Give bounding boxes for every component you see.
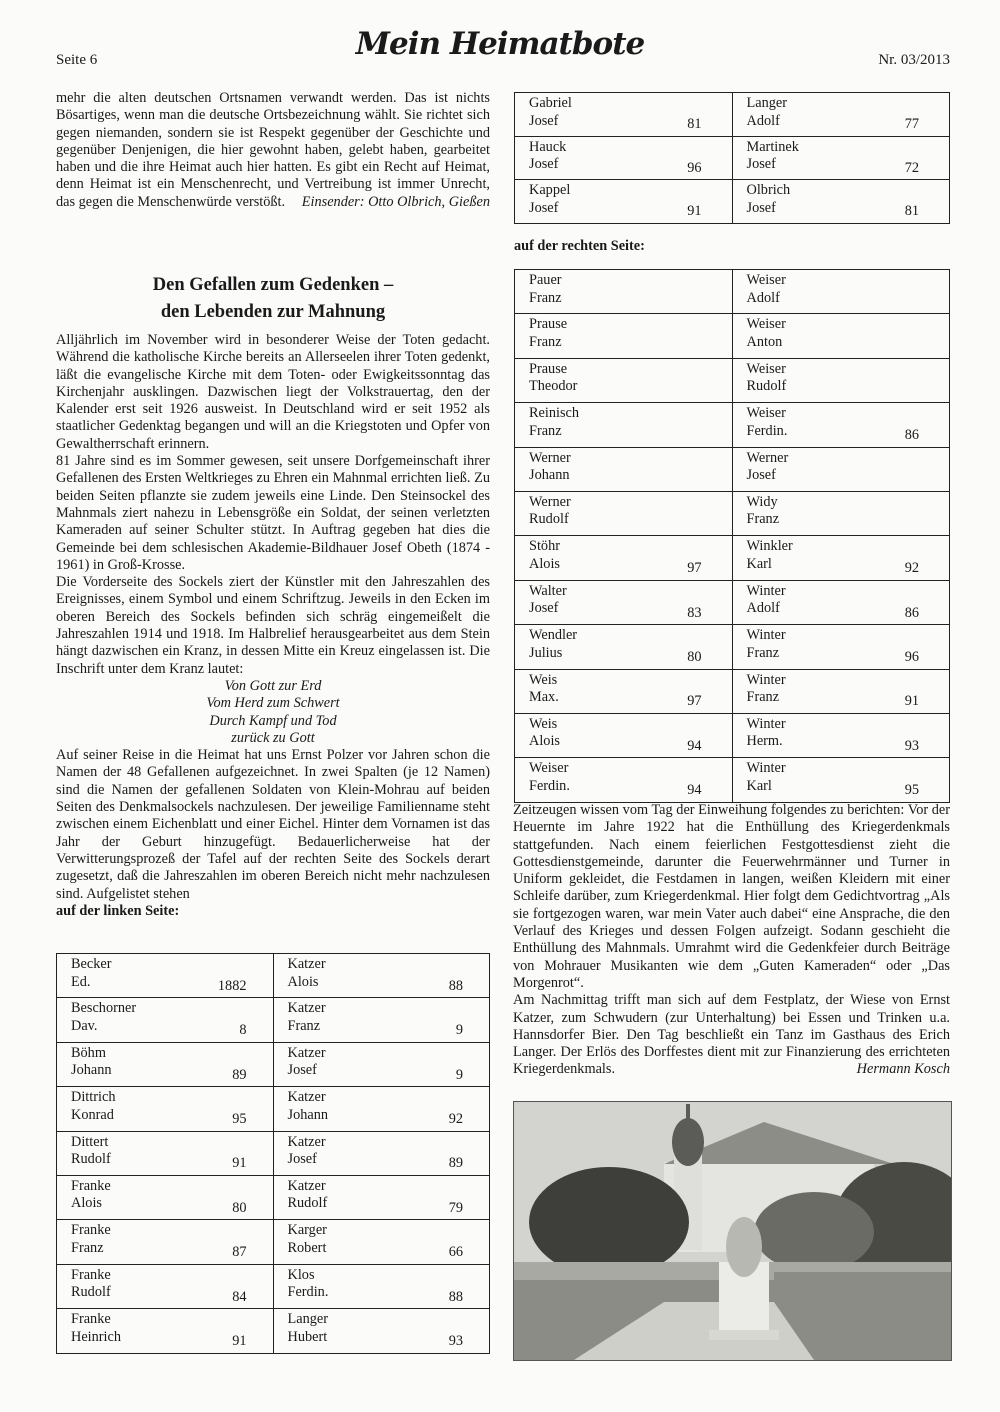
table-row — [515, 136, 950, 180]
table-cell — [515, 136, 733, 180]
birth-year: 94 — [687, 737, 702, 754]
memorial-photo — [513, 1101, 952, 1361]
birth-year: 72 — [904, 159, 919, 176]
soldier-name: Katzer Josef — [287, 1044, 326, 1079]
birth-year: 89 — [448, 1155, 463, 1172]
table-cell — [515, 270, 733, 314]
birth-year: 89 — [232, 1066, 247, 1083]
intro-text: mehr die alten deutschen Ortsnamen verwandt werden. Das ist nichts Bösartiges, wenn man die deutsche Ortsbezeichnung wählt. Sie richtet sich gegen niemanden, sondern sie ist Respekt gegenüber der Geschichte und gegenüber Denjenigen, die hier gewohnt haben, gelebt haben, gearbeitet haben und die ihre Heimat auch hier hatten. Es gibt ein Recht auf Heimat, denn Heimat ist ein Menschenrecht, und Vertreibung ist immer Unrecht, das gegen die Menschenwürde verstößt. — [56, 90, 490, 210]
table-row — [515, 625, 950, 669]
soldier-name: Langer Adolf — [746, 95, 787, 129]
article-paragraph: Zeitzeugen wissen vom Tag der Einweihung folgendes zu berichten: Vor der Heuernte im Jahre 1922 hat die Enthüllung des Kriegerdenkmals stattgefunden. Nach einem feierlichen Festgottesdienst zieht die Gottesdienstgemeinde, darunter die Feuerwehrmänner und Turner in Uniform gekleidet, die Festdamen in langen, weißen Kleidern mit einer Schleife darüber, zum Kriegerdenkmal. Hier folgt dem Gedichtvortrag „Als sie fortgezogen waren, war mein Vater auch dabei“ eine Ansprache, die den Verlauf des Krieges und dessen Folgen aufzeigt. Sodann geschieht die Enthüllung des Mahnmals. Umrahmt wird die Gedenkfeier durch Beiträge von Mohrauer Musikanten wie dem „Guten Kameraden“ oder „Das Morgenrot“. — [513, 802, 950, 991]
birth-year: 91 — [232, 1333, 247, 1350]
poem-line: zurück zu Gott — [231, 729, 315, 746]
inscription-poem — [56, 678, 490, 747]
soldier-name: Weiser Anton — [746, 316, 786, 350]
soldier-name: Langer Hubert — [287, 1311, 328, 1345]
article-paragraph: Auf seiner Reise in die Heimat hat uns Ernst Polzer vor Jahren schon die Namen der 48 Gefallenen aufgezeichnet. In zwei Spalten (je 12 Namen) sind die Namen der gefallenen Soldaten von Klein-Mohrau auf beiden Seiten des Denkmalsockels nachzulesen. Der jeweilige Familienname steht zwischen einem Eichenblatt und einer Eichel. Hinter dem Vornamen ist das Jahr der Geburt hinzugefügt. Bedauerlicherweise hat der Verwitterungsprozeß der Tafel auf der rechten Seite des Sockels derart zugesetzt, daß die Jahreszahlen im oberen Bereich nicht mehr nachzulesen sind. Aufgelistet stehen — [56, 747, 490, 902]
table-cell — [273, 954, 490, 998]
table-cell — [732, 669, 950, 713]
soldier-name: Walter Josef — [529, 582, 567, 617]
soldier-name: Weiser Adolf — [746, 272, 786, 306]
table-row — [515, 447, 950, 491]
birth-year: 9 — [455, 1022, 463, 1039]
table-cell — [57, 998, 274, 1042]
poem-line: Durch Kampf und Tod — [209, 712, 337, 729]
soldier-name: Hauck Josef — [529, 138, 567, 172]
table-row — [57, 1220, 490, 1264]
birth-year: 86 — [904, 427, 919, 444]
soldier-name: Franke Heinrich — [71, 1311, 122, 1345]
soldier-name: Winter Karl — [746, 760, 786, 794]
birth-year: 77 — [904, 116, 919, 132]
soldier-name: Becker Ed. — [71, 956, 112, 990]
table-cell — [732, 93, 950, 137]
table-cell — [732, 314, 950, 358]
article-paragraph — [513, 992, 950, 1078]
table-cell — [273, 1042, 490, 1086]
table-cell — [57, 1131, 274, 1175]
table-cell — [273, 1175, 490, 1219]
table-cell — [732, 136, 950, 180]
poem-line: Vom Herd zum Schwert — [206, 695, 340, 712]
table-cell — [515, 580, 733, 624]
soldier-name: Olbrich Josef — [746, 182, 791, 216]
table-cell — [515, 93, 733, 137]
birth-year: 80 — [687, 649, 702, 666]
article-title — [56, 272, 490, 326]
soldier-name: Werner Josef — [746, 449, 789, 484]
birth-year: 79 — [448, 1199, 463, 1216]
article-right-column — [513, 802, 950, 1079]
birth-year: 83 — [687, 604, 702, 621]
table-cell — [515, 758, 733, 802]
soldier-name: Martinek Josef — [746, 138, 799, 172]
soldier-name: Franke Alois — [71, 1177, 111, 1212]
birth-year: 94 — [687, 782, 702, 799]
table-row — [515, 713, 950, 757]
birth-year: 81 — [687, 116, 702, 132]
table-cell — [273, 1087, 490, 1131]
soldier-name: Weiser Ferdin. — [746, 405, 788, 439]
article-title-line2: den Lebenden zur Mahnung — [160, 302, 386, 322]
closing-text: Am Nachmittag trifft man sich auf dem Festplatz, der Wiese von Ernst Katzer, zum Schwudern (zur Unterhaltung) bei Essen und Trinken u.a. Hannsdorfer Bier. Den Tag beschließt ein Tanz im Gasthaus des Erich Langer. Der Erlös des Dorffestes dient mit zur Finanzierung des errichteten Kriegerdenkmals. — [513, 992, 950, 1078]
soldier-name: Franke Franz — [71, 1222, 111, 1256]
table-row — [515, 270, 950, 314]
soldier-name: Katzer Josef — [287, 1133, 326, 1168]
soldier-name: Katzer Franz — [287, 1000, 326, 1034]
article-left-column — [56, 272, 490, 920]
table-cell — [515, 669, 733, 713]
soldier-name: Winter Adolf — [746, 582, 786, 617]
table-row — [515, 580, 950, 624]
table-cell — [515, 447, 733, 491]
birth-year: 87 — [232, 1244, 247, 1261]
soldier-name: Weiser Rudolf — [746, 360, 787, 395]
table-row — [57, 1175, 490, 1219]
table-cell — [515, 314, 733, 358]
right-side-names-table — [514, 269, 950, 803]
table-cell — [732, 536, 950, 580]
soldier-name: Beschorner Dav. — [71, 1000, 137, 1034]
table-cell — [273, 998, 490, 1042]
soldier-name: Kappel Josef — [529, 182, 571, 216]
table-cell — [732, 403, 950, 447]
table-cell — [57, 1264, 274, 1308]
table-cell — [273, 1131, 490, 1175]
article-paragraph: 81 Jahre sind es im Sommer gewesen, seit unsere Dorfgemeinschaft ihrer Gefallenen des Ersten Weltkrieges zu Ehren ein Mahnmal errichten ließ. Zu beiden Seiten pflanzte sie zudem jeweils eine Linde. Den Steinsockel des Mahnmals ziert nahezu in Lebensgröße ein Soldat, der seinen verletzten Kameraden auf seiner Schulter stützt. In Auftrag gegeben hat dies die Gemeinde bei dem schlesischen Akademie-Bildhauer Josef Obeth (1874 - 1961) in Groß-Krosse. — [56, 453, 490, 573]
table-cell — [732, 625, 950, 669]
table-row — [515, 314, 950, 358]
table-row — [57, 1131, 490, 1175]
birth-year: 97 — [687, 693, 702, 710]
soldier-name: Widy Franz — [746, 493, 780, 528]
table-cell — [515, 491, 733, 535]
article-paragraph: Die Vorderseite des Sockels ziert der Künstler mit den Jahreszahlen des Ereignisses, einem Symbol und einem Schriftzug. Jeweils in den Ecken im oberen Bereich des Sockels befinden sich schräg eingemeißelt die Jahreszahlen 1914 und 1918. Im Halbrelief herausgearbeitet aus dem Stein hängt dazwischen ein Kranz, in dessen Mitte ein Kreuz eingelassen ist. Die Inschrift unter dem Kranz lautet: — [56, 574, 490, 677]
table-row — [515, 758, 950, 802]
birth-year: 97 — [687, 560, 702, 577]
soldier-name: Winkler Karl — [746, 538, 793, 572]
soldier-name: Klos Ferdin. — [287, 1266, 329, 1301]
soldier-name: Wendler Julius — [529, 627, 578, 661]
left-side-names-table — [56, 953, 490, 1354]
right-side-heading: auf der rechten Seite: — [514, 238, 645, 254]
soldier-name: Werner Johann — [529, 449, 571, 484]
masthead-title: Mein Heimatbote — [355, 26, 645, 62]
soldier-name: Böhm Johann — [71, 1044, 112, 1079]
soldier-name: Weis Max. — [529, 671, 559, 706]
soldier-name: Katzer Rudolf — [287, 1177, 328, 1212]
birth-year: 88 — [448, 977, 463, 994]
birth-year: 93 — [448, 1333, 463, 1350]
table-row — [515, 358, 950, 402]
table-cell — [732, 447, 950, 491]
birth-year: 96 — [687, 159, 702, 176]
table-cell — [732, 758, 950, 802]
table-cell — [57, 1042, 274, 1086]
table-cell — [732, 358, 950, 402]
table-cell — [515, 358, 733, 402]
table-cell — [273, 1220, 490, 1264]
birth-year: 81 — [904, 203, 919, 219]
article-paragraph: Alljährlich im November wird in besonderer Weise der Toten gedacht. Während die katholische Kirche bereits an Allerseelen ihrer Toten gedenkt, läßt die evangelische Kirche mit dem Toten- oder Ewigkeitssonntag das Kirchenjahr ausklingen. Dazwischen liegt der Volkstrauertag, den der Kalender erst seit 1926 ausweist. In Deutschland wird er seit 1952 als staatlicher Gedenktag begangen und will an die Kriegstoten und Opfer von Gewaltherrschaft erinnern. — [56, 332, 490, 452]
birth-year: 66 — [448, 1244, 463, 1261]
birth-year: 91 — [687, 203, 702, 219]
soldier-name: Karger Robert — [287, 1222, 327, 1256]
soldier-name: Weis Alois — [529, 715, 560, 750]
birth-year: 93 — [904, 737, 919, 754]
soldier-name: Winter Franz — [746, 627, 786, 661]
table-row — [515, 669, 950, 713]
table-row — [515, 491, 950, 535]
soldier-name: Prause Theodor — [529, 360, 578, 395]
intro-block — [56, 90, 490, 211]
soldier-name: Gabriel Josef — [529, 95, 572, 129]
soldier-name: Franke Rudolf — [71, 1266, 111, 1301]
soldier-name: Dittert Rudolf — [71, 1133, 111, 1168]
continued-names-table — [514, 92, 950, 224]
soldier-name: Winter Franz — [746, 671, 786, 706]
table-row — [57, 1309, 490, 1353]
birth-year: 8 — [239, 1022, 247, 1039]
table-cell — [273, 1309, 490, 1353]
table-cell — [732, 580, 950, 624]
table-cell — [57, 1175, 274, 1219]
soldier-name: Weiser Ferdin. — [529, 760, 570, 794]
table-row — [515, 93, 950, 137]
birth-year: 88 — [448, 1288, 463, 1305]
left-side-heading: auf der linken Seite: — [56, 902, 180, 919]
table-row — [515, 403, 950, 447]
table-cell — [57, 1087, 274, 1131]
table-cell — [515, 625, 733, 669]
table-row — [57, 1042, 490, 1086]
table-row — [57, 998, 490, 1042]
soldier-name: Prause Franz — [529, 316, 568, 350]
table-cell — [515, 713, 733, 757]
table-cell — [57, 1220, 274, 1264]
table-cell — [732, 270, 950, 314]
article-author: Hermann Kosch — [856, 1061, 950, 1078]
table-cell — [732, 491, 950, 535]
table-cell — [732, 180, 950, 224]
table-row — [57, 954, 490, 998]
birth-year: 9 — [455, 1066, 463, 1083]
soldier-name: Reinisch Franz — [529, 405, 580, 439]
birth-year: 91 — [904, 693, 919, 710]
table-cell — [732, 713, 950, 757]
birth-year: 91 — [232, 1155, 247, 1172]
table-cell — [515, 536, 733, 580]
birth-year: 86 — [904, 604, 919, 621]
intro-signature: Einsender: Otto Olbrich, Gießen — [301, 194, 490, 211]
table-row — [515, 536, 950, 580]
birth-year: 95 — [904, 782, 919, 799]
birth-year: 92 — [904, 560, 919, 577]
page-number: Seite 6 — [56, 52, 98, 68]
table-cell — [515, 403, 733, 447]
issue-number: Nr. 03/2013 — [878, 52, 950, 68]
soldier-name: Winter Herm. — [746, 715, 786, 750]
birth-year: 84 — [232, 1288, 247, 1305]
table-cell — [515, 180, 733, 224]
table-row — [57, 1264, 490, 1308]
birth-year: 80 — [232, 1199, 247, 1216]
article-title-line1: Den Gefallen zum Gedenken – — [152, 275, 394, 295]
birth-year: 92 — [448, 1111, 463, 1128]
soldier-name: Stöhr Alois — [529, 538, 560, 572]
poem-line: Von Gott zur Erd — [224, 677, 322, 694]
table-cell — [57, 1309, 274, 1353]
soldier-name: Dittrich Konrad — [71, 1089, 116, 1123]
birth-year: 95 — [232, 1111, 247, 1128]
soldier-name: Werner Rudolf — [529, 493, 571, 528]
birth-year: 96 — [904, 649, 919, 666]
table-row — [515, 180, 950, 224]
table-cell — [57, 954, 274, 998]
soldier-name: Pauer Franz — [529, 272, 562, 306]
soldier-name: Katzer Alois — [287, 956, 326, 990]
soldier-name: Katzer Johann — [287, 1089, 329, 1123]
birth-year: 1882 — [217, 977, 247, 994]
memorial-illustration — [514, 1102, 951, 1360]
table-cell — [273, 1264, 490, 1308]
table-row — [57, 1087, 490, 1131]
